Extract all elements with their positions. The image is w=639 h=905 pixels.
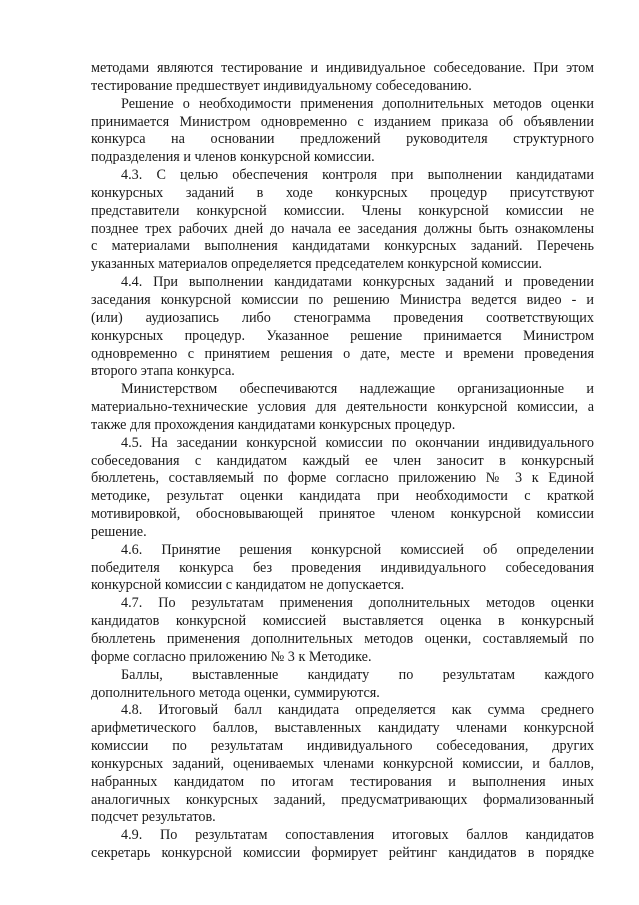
paragraph — [91, 60, 594, 96]
text-line: аналогичных конкурсных заданий, предусматривающих формализованный — [91, 791, 594, 808]
text-line: представители конкурсной комиссии. Члены конкурсной комиссии не — [91, 202, 594, 219]
paragraph — [91, 274, 594, 381]
text-line: бюллетень, составляемый по форме согласно приложению № 3 к Единой — [91, 470, 594, 487]
text-line: конкурса на основании предложений руководителя структурного — [91, 131, 594, 148]
text-line: 4.8. Итоговый балл кандидата определяется как сумма среднего — [121, 702, 594, 719]
text-line: победителя конкурса без проведения индивидуального собеседования — [91, 559, 594, 576]
text-line: Баллы, выставленные кандидату по результатам каждого — [121, 666, 594, 683]
text-line: 4.9. По результатам сопоставления итоговых баллов кандидатов — [121, 827, 594, 844]
text-line: подразделения и членов конкурсной комиссии. — [91, 149, 375, 166]
paragraph — [91, 542, 594, 596]
text-line: 4.5. На заседании конкурсной комиссии по окончании индивидуального — [121, 434, 594, 451]
paragraph — [91, 96, 594, 167]
text-line: 4.3. С целью обеспечения контроля при выполнении кандидатами — [121, 167, 594, 184]
text-line: позднее трех рабочих дней до начала ее заседания должны быть ознакомлены — [91, 220, 594, 237]
paragraph — [91, 167, 594, 274]
text-line: 4.7. По результатам применения дополнительных методов оценки — [121, 595, 594, 612]
text-line: методике, результат оценки кандидата при необходимости с краткой — [91, 488, 594, 505]
text-line: принимается Министром одновременно с изданием приказа об объявлении — [91, 113, 594, 130]
document-body — [91, 60, 594, 863]
text-line: кандидатов конкурсной комиссией выставляется оценка в конкурсный — [91, 613, 594, 630]
text-line: материально-технические условия для деятельности конкурсной комиссии, а — [91, 399, 594, 416]
text-line: указанных материалов определяется председателем конкурсной комиссии. — [91, 256, 543, 273]
text-line: решение. — [91, 523, 147, 540]
text-line: конкурсных заданий, оцениваемых членами конкурсной комиссии, и баллов, — [91, 755, 594, 772]
text-line: секретарь конкурсной комиссии формирует рейтинг кандидатов в порядке — [91, 845, 594, 862]
text-line: заседания конкурсной комиссии по решению Министра ведется видео - и — [91, 291, 594, 308]
text-line: подсчет результатов. — [91, 809, 216, 826]
text-line: дополнительного метода оценки, суммируются. — [91, 684, 380, 701]
text-line: одновременно с принятием решения о дате, месте и времени проведения — [91, 345, 594, 362]
text-line: Министерством обеспечиваются надлежащие организационные и — [121, 381, 594, 398]
paragraph — [91, 435, 594, 542]
text-line: Решение о необходимости применения дополнительных методов оценки — [121, 95, 594, 112]
text-line: конкурсных заданий в ходе конкурсных процедур присутствуют — [91, 184, 594, 201]
text-line: набранных кандидатом по итогам тестирования и выполнения иных — [91, 773, 594, 790]
text-line: конкурсных процедур. Указанное решение принимается Министром — [91, 327, 594, 344]
text-line: второго этапа конкурса. — [91, 363, 235, 380]
text-line: 4.4. При выполнении кандидатами конкурсных заданий и проведении — [121, 274, 594, 291]
text-line: (или) аудиозапись либо стенограмма проведения соответствующих — [91, 309, 594, 326]
text-line: методами являются тестирование и индивидуальное собеседование. При этом — [91, 60, 594, 76]
paragraph — [91, 702, 594, 827]
paragraph — [91, 827, 594, 863]
text-line: комиссии по результатам индивидуального собеседования, других — [91, 738, 594, 755]
paragraph — [91, 595, 594, 666]
text-line: мотивировкой, обосновывающей принятое членом конкурсной комиссии — [91, 506, 594, 523]
text-line: форме согласно приложению № 3 к Методике. — [91, 648, 372, 665]
text-line: с материалами выполнения кандидатами конкурсных заданий. Перечень — [91, 238, 594, 255]
text-line: арифметического баллов, выставленных кандидату членами конкурсной — [91, 720, 594, 737]
text-line: собеседования с кандидатом каждый ее член заносит в конкурсный — [91, 452, 594, 469]
text-line: конкурсной комиссии с кандидатом не допускается. — [91, 577, 405, 594]
text-line: тестирование предшествует индивидуальному собеседованию. — [91, 77, 472, 94]
paragraph — [91, 667, 594, 703]
text-line: бюллетень применения дополнительных методов оценки, составляемый по — [91, 631, 594, 647]
text-line: 4.6. Принятие решения конкурсной комиссией об определении — [121, 541, 594, 558]
paragraph — [91, 381, 594, 435]
text-line: также для прохождения кандидатами конкурсных процедур. — [91, 416, 456, 433]
